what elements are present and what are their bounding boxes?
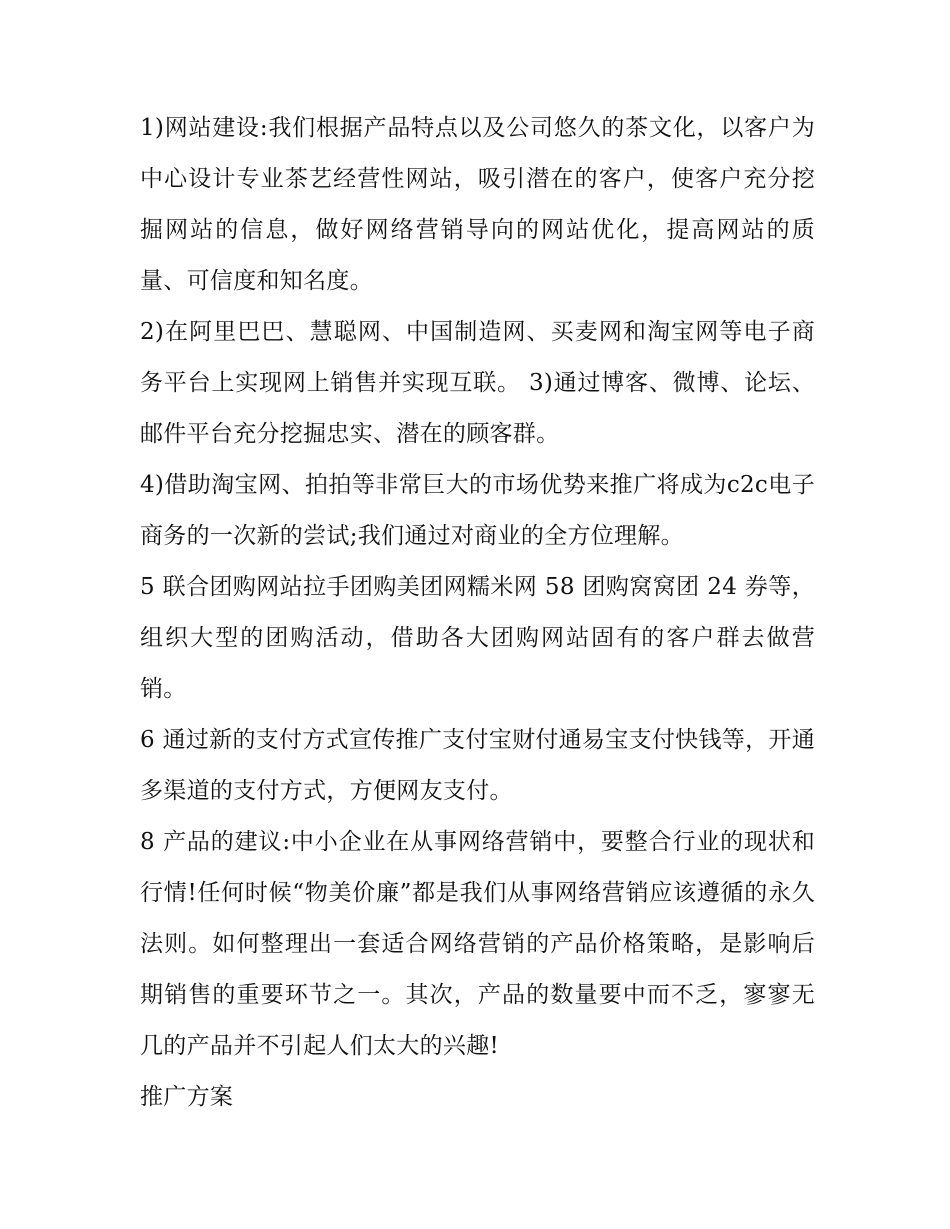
paragraph-product-suggestions: 8 产品的建议:中小企业在从事网络营销中，要整合行业的现状和行情!任何时候“物美价廉”都是我们从事网络营销应该遵循的永久法则。如何整理出一套适合网络营销的产品价格策略，是影响后期销售的重要环节之一。其次，产品的数量要中而不乏，寥寥无几的产品并不引起人们太大的兴趣! — [140, 829, 815, 1059]
section-heading-promotion-plan: 推广方案 — [140, 1084, 234, 1110]
paragraph-ecommerce-platforms: 2)在阿里巴巴、慧聪网、中国制造网、买麦网和淘宝网等电子商务平台上实现网上销售并实现互联。 3)通过博客、微博、论坛、邮件平台充分挖掘忠实、潜在的顾客群。 — [140, 319, 815, 447]
paragraph-website-construction: 1)网站建设:我们根据产品特点以及公司悠久的茶文化，以客户为中心设计专业茶艺经营性网站，吸引潜在的客户，使客户充分挖掘网站的信息，做好网络营销导向的网站优化，提高网站的质量、可信度和知名度。 — [140, 115, 815, 294]
paragraph-payment-methods: 6 通过新的支付方式宣传推广支付宝财付通易宝支付快钱等，开通多渠道的支付方式，方便网友支付。 — [140, 727, 815, 804]
paragraph-taobao-c2c: 4)借助淘宝网、拍拍等非常巨大的市场优势来推广将成为c2c电子商务的一次新的尝试;我们通过对商业的全方位理解。 — [140, 472, 815, 549]
document-body — [140, 103, 815, 1123]
paragraph-group-buying: 5 联合团购网站拉手团购美团网糯米网 58 团购窝窝团 24 券等，组织大型的团购活动，借助各大团购网站固有的客户群去做营销。 — [140, 574, 815, 702]
